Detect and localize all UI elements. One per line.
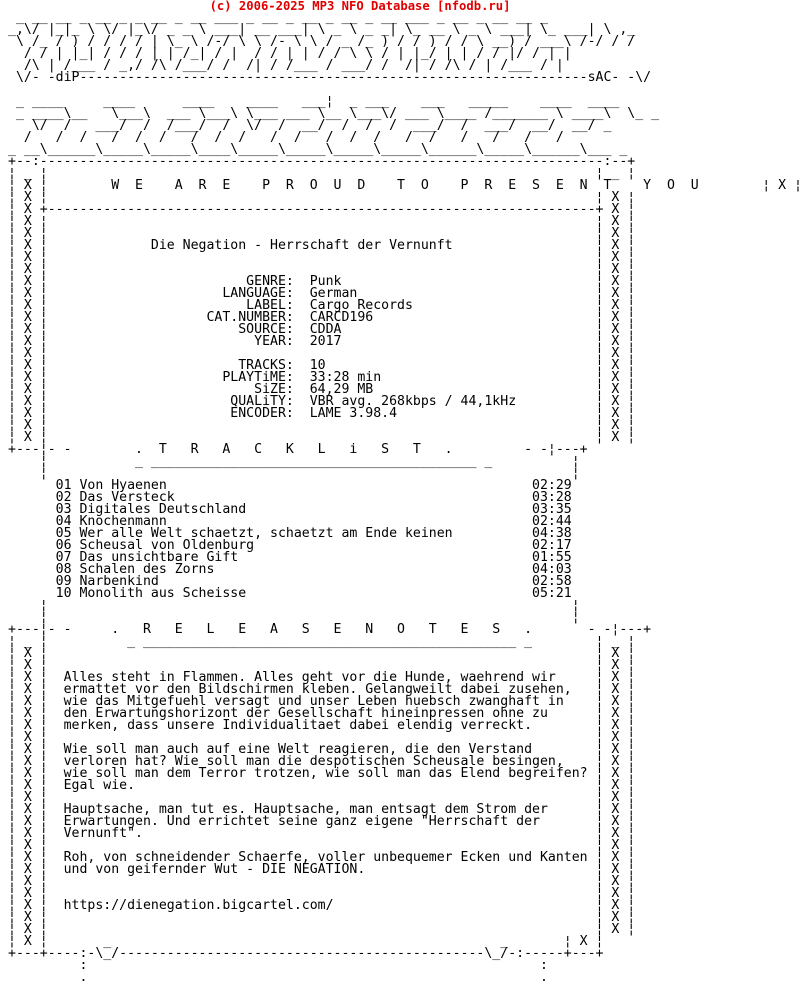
nfo-document: _ __ __ _ __ _ _ __ _ __ ___ _ __ _ __ _ __ _ __ ___ _ __ _ __ __ _ _,\/ |_|_ \ \/ |_\/ _ _ \ ___| __ ___| \ _ \ _ _| \_ __ \ _ \ ___| \_ ___| \ ,_ \ /_ / ) / / / / | \_ \ /-/ \ \ /- \ \ / _ /_ ) / / ) / / \ __) / ___\ /-/ / / / / | |_| / / / | | /_| / | / / | | / / \ \ / | |_/ | | / / |/ / | | /\ | /___ / _,/ /\ /___/ / /| / /___ / ___/ / /| / /\ / | /___ / | \/- -diP----------------------------------------------------------------sAC- -\/ _ ____ ____ ____ ____ ___¦ _ ___ ___ _____ ____ ____ _ ____\__ \___\ ___ \___\ \___ ___ \__ \___\/ ___ \____ /_______ \ ____\ \_ _ \/ / ___/ / /___/ / \/ / __/ / / / ___/ / ___/ __/ __/ _ / / / / / / / / / / / / / / / / / / / / _ __\______\_____\_____\____\_____\_____\_____\_____\______\_____\______\___ _ +--:-----------------------------------------------------------------------:--+ ¦ _ ¦ ¦ _ ¦ ¦ X ¦ W E A R E P R O U D T O P R E S E N T Y O U ¦ X ¦ ¦ X ¦ ¦ X ¦ ¦ X +---------------------------------------------------------------------+ X ¦ ¦ X ¦ ¦ X ¦ ¦ X ¦ ¦ X ¦ ¦ X ¦ Die Negation - Herrschaft der Vernunft ¦ X ¦ ¦ X ¦ ¦ X ¦ ¦ X ¦ ¦ X ¦ ¦ X ¦ GENRE: Punk ¦ X ¦ ¦ X ¦ LANGUAGE: German ¦ X ¦ ¦ X ¦ LABEL: Cargo Records ¦ X ¦ ¦ X ¦ CAT.NUMBER: CARCD196 ¦ X ¦ ¦ X ¦ SOURCE: CDDA ¦ X ¦ ¦ X ¦ YEAR: 2017 ¦ X ¦ ¦ X ¦ ¦ X ¦ ¦ X ¦ TRACKS: 10 ¦ X ¦ ¦ X ¦ PLAYTiME: 33:28 min ¦ X ¦ ¦ X ¦ SiZE: 64,29 MB ¦ X ¦ ¦ X ¦ QUALiTY: VBR avg. 268kbps / 44,1kHz ¦ X ¦ ¦ X ¦ ENCODER: LAME 3.98.4 ¦ X ¦ ¦ X ¦ ¦ X ¦ ¦ X ¦ ¦ X ¦ +---¦- - . T R A C K L i S T . - -¦---+ ¦ _ _________________________________________ _ ¦ ¦ ¦ 01 Von Hyaenen 02:29 02 Das Versteck 03:28 03 Digitales Deutschland 03:35 04 Knochenmann 02:44 05 Wer alle Welt schaetzt, schaetzt am Ende keinen 04:38 06 Scheusal von Oldenburg 02:17 07 Das unsichtbare Gift 01:55 08 Schalen des Zorns 04:03 09 Narbenkind 02:58 10 Monolith aus Scheisse 05:21 ¦ ¦ ¦ ¦ +---¦- - . R E L E A S E N O T E S . - -¦---+ ¦ _ ¦ _ _______________________________________________ _ ¦ _ ¦ ¦ X ¦ ¦ X ¦ ¦ X ¦ ¦ X ¦ ¦ X ¦ Alles steht in Flammen. Alles geht vor die Hunde, waehrend wir ¦ X ¦ ¦ X ¦ ermattet vor den Bildschirmen kleben. Gelangweilt dabei zusehen, ¦ X ¦ ¦ X ¦ wie das Mitgefuehl versagt und unser Leben huebsch zwanghaft in ¦ X ¦ ¦ X ¦ den Erwartungshorizont der Gesellschaft hineinpressen ohne zu ¦ X ¦ ¦ X ¦ merken, dass unsere Individualitaet dabei elendig verreckt. ¦ X ¦ ¦ X ¦ ¦ X ¦ ¦ X ¦ Wie soll man auch auf eine Welt reagieren, die den Verstand ¦ X ¦ ¦ X ¦ verloren hat? Wie soll man die despotischen Scheusale besingen, ¦ X ¦ ¦ X ¦ wie soll man dem Terror trotzen, wie soll man das Elend begreifen? ¦ X ¦ ¦ X ¦ Egal wie. ¦ X ¦ ¦ X ¦ ¦ X ¦ ¦ X ¦ Hauptsache, man tut es. Hauptsache, man entsagt dem Strom der ¦ X ¦ ¦ X ¦ Erwartungen. Und errichtet seine ganz eigene "Herrschaft der ¦ X ¦ ¦ X ¦ Vernunft". ¦ X ¦ ¦ X ¦ ¦ X ¦ ¦ X ¦ Roh, von schneidender Schaerfe, voller unbequemer Ecken und Kanten ¦ X ¦ ¦ X ¦ und von geifernder Wut - DIE NEGATION. ¦ X ¦ ¦ X ¦ ¦ X ¦ ¦ X ¦ ¦ X ¦ ¦ X ¦ https://dienegation.bigcartel.com/ ¦ X ¦ ¦ X ¦ ¦ X ¦ ¦ X ¦ ¦ X ¦ ¦ X ¦ _ _ ¦ X ¦ +---+----:-\_/----------------------------------------------\_/-:-----+---+ : : . .: [8, 10, 802, 985]
site-header: (c) 2006-2025 MP3 NFO Database [nfodb.ru]: [209, 0, 511, 13]
